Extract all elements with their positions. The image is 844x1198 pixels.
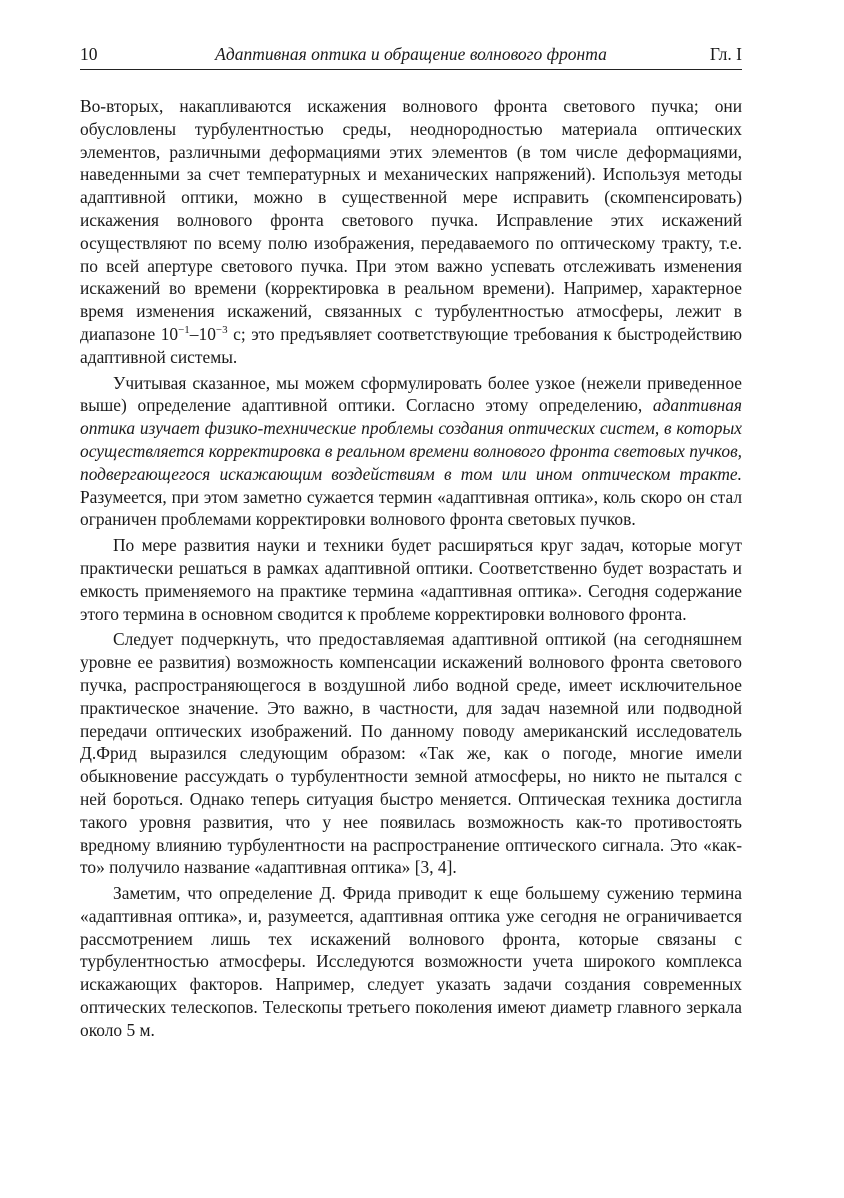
formula-exp-2: −3 (215, 324, 228, 337)
paragraph-2 (80, 372, 742, 532)
paragraph-1-tail: с; это предъявляет соответствующие требования к быстродействию адаптивной системы. (80, 323, 742, 367)
paragraph-5: Заметим, что определение Д. Фрида приводит к еще большему сужению термина «адаптивная оптика», и, разумеется, адаптивная оптика уже сегодня не ограничивается рассмотрением лишь тех искажений волнового фронта, которые связаны с турбулентностью атмосферы. Исследуются возможности учета широкого комплекса искажающих факторов. Например, следует указать задачи создания современных оптических телескопов. Телескопы третьего поколения имеют диаметр главного зеркала около 5 м. (80, 883, 742, 1040)
formula-dash: – (189, 323, 199, 344)
paragraph-1 (80, 95, 742, 369)
paragraph-4: Следует подчеркнуть, что предоставляемая адаптивной оптикой (на сегодняшнем уровне ее развития) возможность компенсации искажений волнового фронта светового пучка, распространяющегося в воздушной либо водной среде, имеет исключительное практическое значение. Это важно, в частности, для задач наземной или подводной передачи оптических изображений. По данному поводу американский исследователь Д.Фрид выразился следующим образом: «Так же, как о погоде, многие имели обыкновение рассуждать о турбулентности земной атмосферы, но никто не пытался с ней бороться. Однако теперь ситуация быстро меняется. Оптическая техника достигла такого уровня развития, что у нее появилась возможность как-то противостоять вредному влиянию турбулентности на распространение оптического сигнала. Это «как-то» получило название «адаптивная оптика» [3, 4]. (80, 629, 742, 878)
formula-base-2: 10 (198, 323, 216, 344)
page-number: 10 (80, 44, 98, 64)
adaptive-optics-definition: адаптивная оптика изучает физико-технические проблемы создания оптических систем, в которых осуществляется корректировка в реальном времени волнового фронта световых пучков, подвергающегося искажающим воздействиям в том или ином оптическом тракте. (80, 395, 742, 484)
formula-base-1: 10 (160, 323, 179, 344)
running-header (80, 44, 742, 68)
header-rule (80, 69, 742, 70)
paragraph-2-tail: Разумеется, при этом заметно сужается термин «адаптивная оптика», коль скоро он стал ограничен проблемами корректировки волнового фронта световых пучков. (80, 486, 742, 530)
running-title: Адаптивная оптика и обращение волнового фронта (215, 44, 607, 64)
paragraph-3: По мере развития науки и техники будет расширяться круг задач, которые могут практически решаться в рамках адаптивной оптики. Соответственно будет возрастать и емкость применяемого на практике термина «адаптивная оптика». Сегодня содержание этого термина в основном сводится к проблеме корректировки волнового фронта. (80, 535, 742, 624)
paragraph-2-text: Учитывая сказанное, мы можем сформулировать более узкое (нежели приведенное выше) определение адаптивной оптики. Согласно этому определению, (80, 372, 742, 416)
time-range-formula (161, 324, 228, 344)
paragraph-1-text: Во-вторых, накапливаются искажения волнового фронта светового пучка; они обусловлены турбулентностью среды, неоднородностью материала оптических элементов, различными деформациями этих элементов (в том числе деформациями, наведенными за счет температурных и механических напряжений). Используя методы адаптивной оптики, можно в существенной мере исправить (скомпенсировать) искажения волнового фронта светового пучка. Исправление этих искажений осуществляют по всему полю изображения, передаваемого по оптическому тракту, т.е. по всей апертуре светового пучка. При этом важно успевать отслеживать изменения искажений во времени (корректировка в реальном времени). Например, характерное время изменения искажений, связанных с турбулентностью атмосферы, лежит в диапазоне (80, 96, 742, 344)
formula-exp-1: −1 (178, 324, 190, 337)
body-text (80, 95, 742, 1042)
chapter-label: Гл. I (709, 44, 742, 64)
